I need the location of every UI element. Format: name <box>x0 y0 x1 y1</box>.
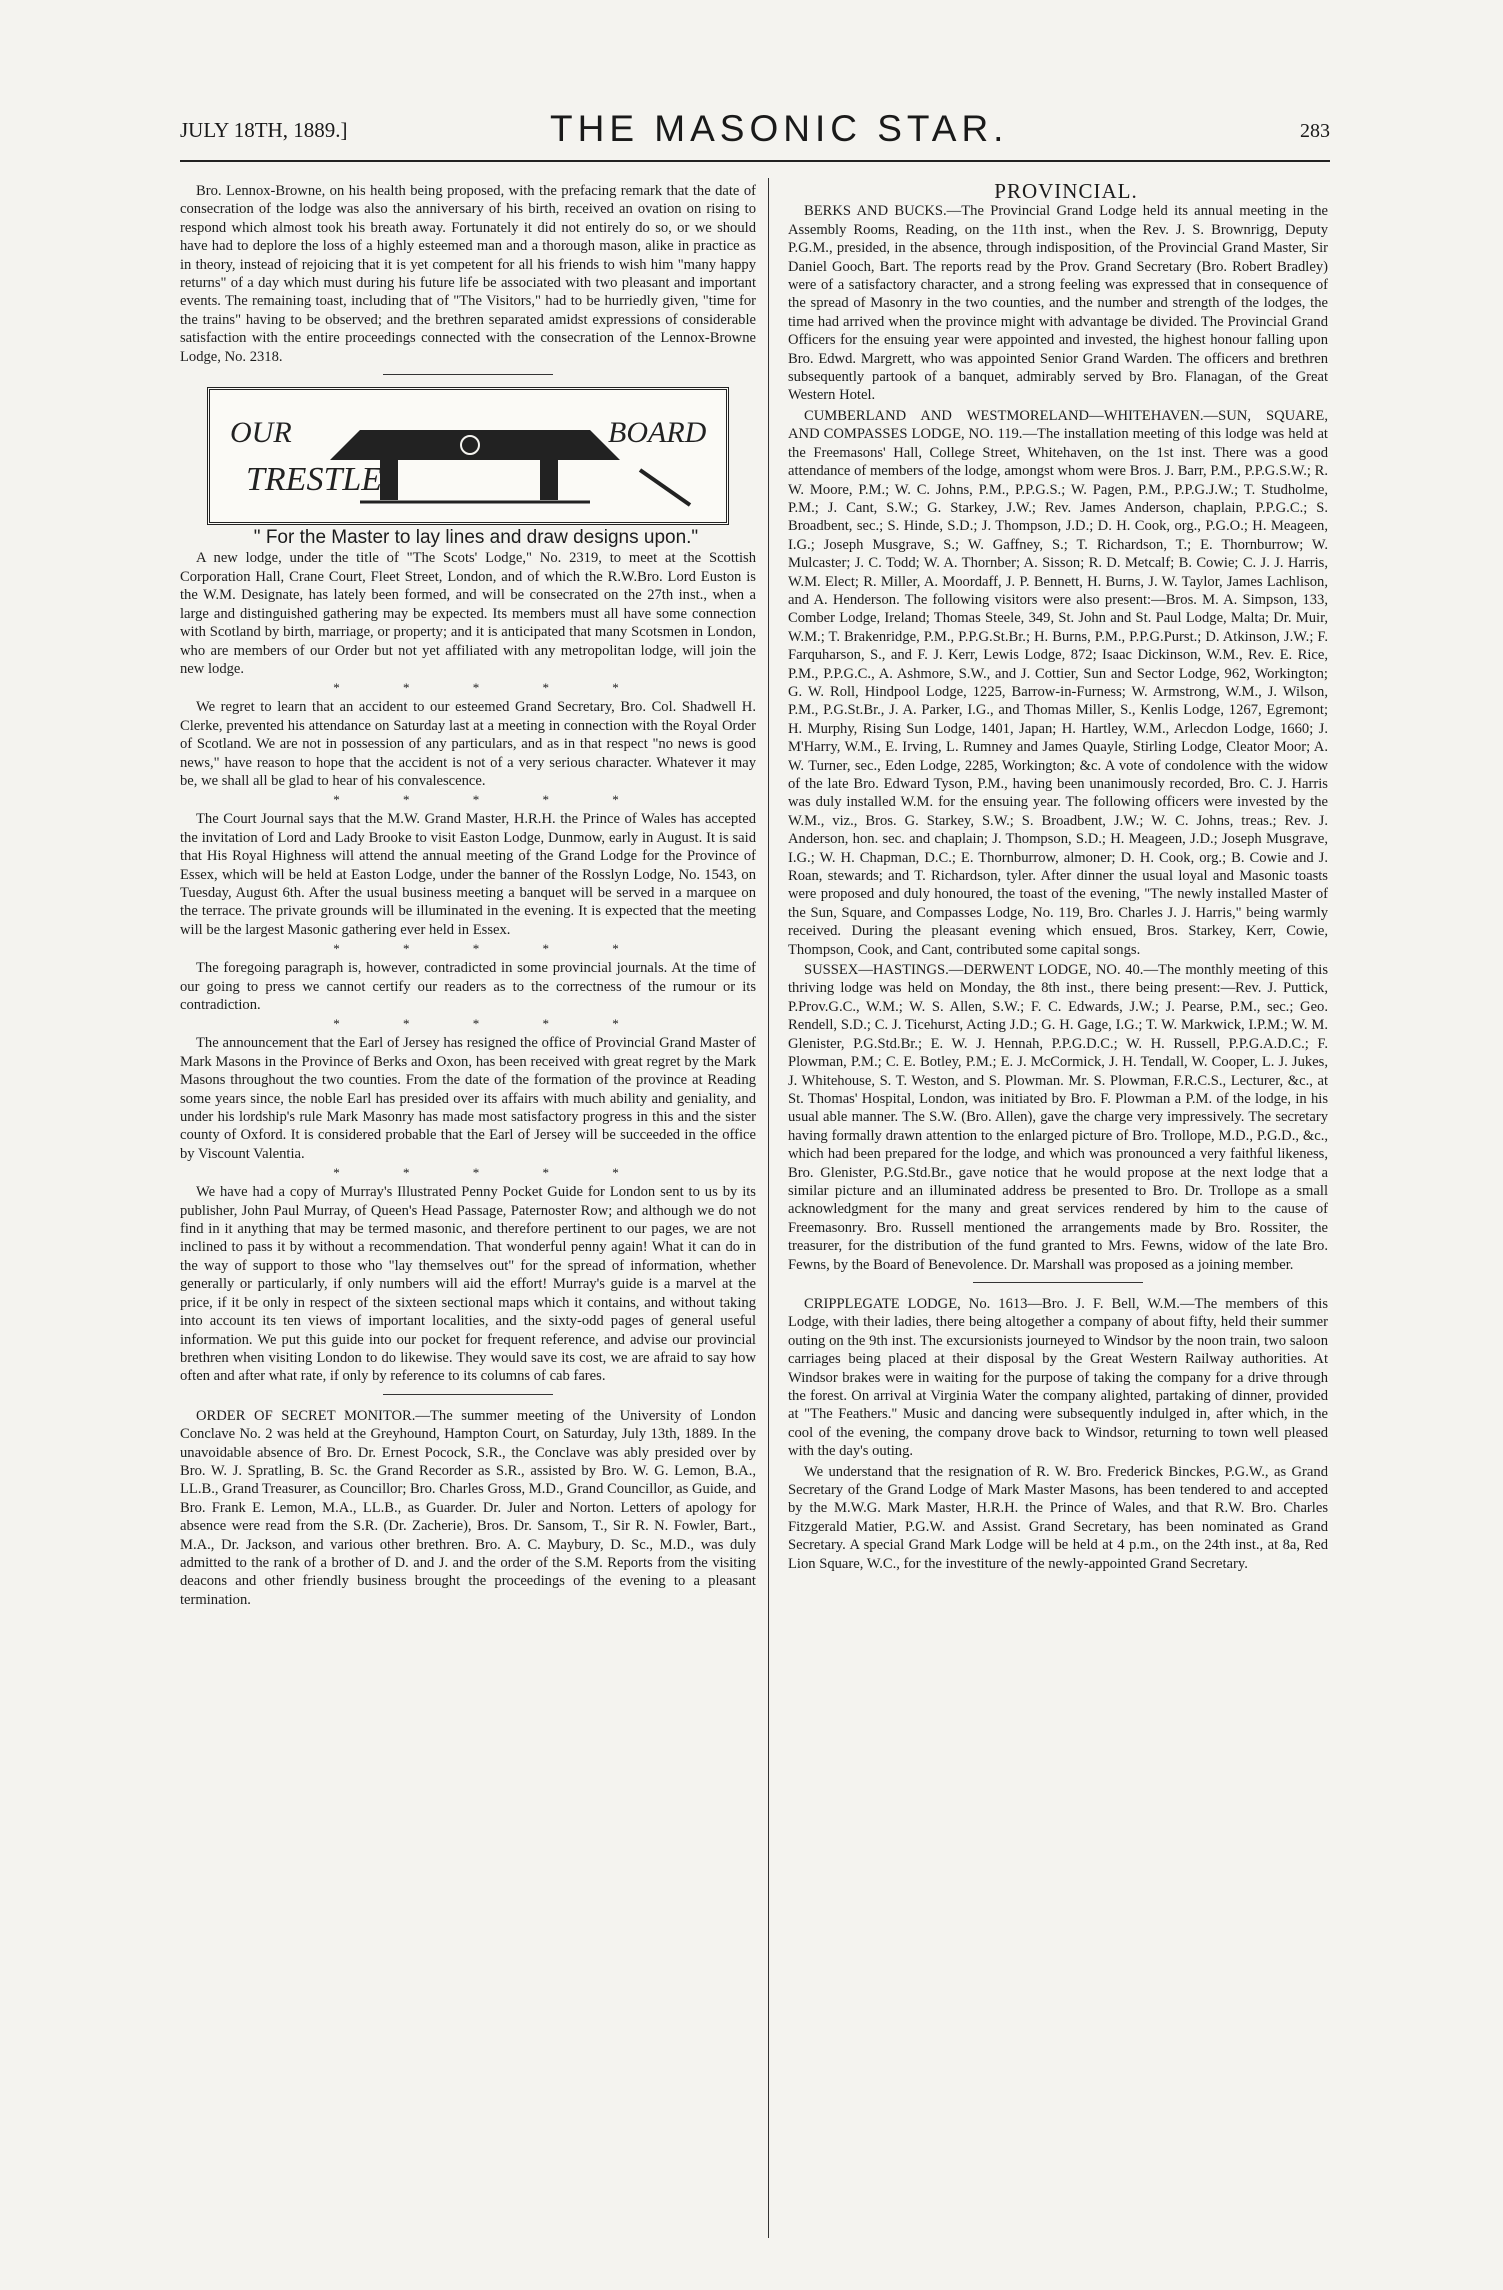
section-rule <box>383 1394 553 1395</box>
article-cripplegate: CRIPPLEGATE LODGE, No. 1613—Bro. J. F. Bell, W.M.—The members of this Lodge, with their ladies, there being altogether a company of about fifty, held their summer outing on the 9th inst. The excursionists journeyed to Windsor by the noon train, two saloon carriages being placed at their disposal by the Great Western Railway authorities. At Windsor brakes were in waiting for the purpose of taking the company for a drive through the forest. On arrival at Virginia Water the company alighted, partaking of dinner, provided at "The Feathers." Music and dancing were subsequently indulged in, after which, in the cool of the evening, the company drove back to Windsor, returning to town well pleased with the day's outing. <box>788 1295 1328 1460</box>
left-column <box>180 182 756 1611</box>
board-title-our: OUR <box>230 416 292 450</box>
article-murray-guide: We have had a copy of Murray's Illustrated Penny Pocket Guide for London sent to us by its publisher, John Paul Murray, of Queen's Head Passage, Paternoster Row; and although we do not find in it anything that may be termed masonic, and therefore pertinent to our pages, we are not inclined to pass it by without a recommendation. That wonderful penny again! What it can do in the way of support to those who "lay themselves out" for the spread of information, whether generally or particularly, if only numbers will aid the effort! Murray's guide is a marvel at the price, if it be only in respect of the sixteen sectional maps which it contains, and without taking into account its ten views of important localities, and the sixty-odd pages of general useful information. We put this guide into our pocket for frequent reference, and advise our provincial brethren when visiting London to do likewise. They would save its cost, we are afraid to say how often and after what rate, if only by reference to its columns of cab fares. <box>180 1184 756 1385</box>
issue-date: JULY 18TH, 1889.] <box>180 118 348 142</box>
column-divider <box>768 178 769 2238</box>
article-lennox-browne: Bro. Lennox-Browne, on his health being proposed, with the prefacing remark that the date of consecration of the lodge was also the anniversary of his birth, received an ovation on rising to respond which almost took his breath away. Fortunately it did not entirely do so, or we should have had to deplore the loss of a highly esteemed man and a thorough mason, alike in practice as in theory, instead of rejoicing that it is yet competent for all his friends to wish him "many happy returns" of a day which must during his future life be associated with two pleasant and important events. The remaining toast, including that of "The Visitors," had to be hurriedly given, "time for the trains" having to be observed; and the brethren separated amidst expressions of considerable satisfaction with the entire proceedings connected with the consecration of the Lennox-Browne Lodge, No. 2318. <box>180 183 756 365</box>
asterism: * * * * * <box>333 792 619 808</box>
asterism: * * * * * <box>333 1016 619 1032</box>
asterism: * * * * * <box>333 680 619 696</box>
trestle-leg-right <box>540 460 558 500</box>
board-top-shape <box>330 430 620 460</box>
article-binckes: We understand that the resignation of R. W. Bro. Frederick Binckes, P.G.W., as Grand Secretary of the Grand Lodge of Mark Master Masons, has been tendered to and accepted by the M.W.G. Mark Master, H.R.H. the Prince of Wales, and that R.W. Bro. Charles Fitzgerald Matier, P.G.W. and Assist. Grand Secretary, has been nominated as Grand Secretary. A special Grand Mark Lodge will be held at 4 p.m., on the 24th inst., at 8a, Red Lion Square, W.C., for the investiture of the newly-appointed Grand Secretary. <box>788 1463 1328 1572</box>
page-header <box>180 108 1330 158</box>
article-cumberland: CUMBERLAND AND WESTMORELAND—WHITEHAVEN.—SUN, SQUARE, AND COMPASSES LODGE, NO. 119.—The installation meeting of this lodge was held at the Freemasons' Hall, College Street, Whitehaven, on the 1st inst. There was a good attendance of members of the lodge, amongst whom were Bros. J. Barr, P.M., P.P.G.S.W.; R. W. Moore, P.M.; W. C. Johns, P.M., P.P.G.S.; W. Pagen, P.M., P.P.G.J.W.; T. Studholme, P.M.; J. Cant, S.W.; G. Starkey, J.W.; Rev. James Anderson, chaplain, P.P.G.C.; S. Broadbent, sec.; S. Hinde, S.D.; J. Thompson, J.D.; D. H. Cook, org., P.G.O.; H. Meageen, I.G.; Joseph Musgrave, S.; W. Gaffney, S.; T. Richardson, T.; E. Thornburrow; W. Mulcaster; J. C. Todd; W. A. Thornber; A. Sisson; R. D. Metcalf; B. Cowie; C. J. J. Harris, W.M. Elect; R. Miller, A. Moordaff, J. P. Bennett, H. Burns, J. W. Taylor, James Lachlison, and A. Henderson. The following visitors were also present:—Bros. M. A. Simpson, 133, Comber Lodge, Ireland; Thomas Steele, 349, St. John and St. Paul Lodge, Malta; Dr. Muir, W.M.; T. Brakenridge, P.M., P.P.G.St.Br.; H. Burns, P.M., P.P.G.Purst.; D. Atkinson, J.W.; F. Farquharson, S., and F. J. Kerr, Lewis Lodge, 872; Isaac Dickinson, W.M., Rev. E. Rice, P.M., P.P.G.C., A. Ashmore, S.W., and J. Cottier, Sun and Sector Lodge, 962, Workington; G. W. Roll, Hindpool Lodge, 1225, Barrow-in-Furness; W. Armstrong, W.M., J. Wilson, P.M., P.G.St.Br., J. A. Parker, I.G., and Thomas Miller, S., Kenlis Lodge, 1267, Egremont; H. Murphy, Rising Sun Lodge, 1401, Japan; H. Hartley, W.M., Arlecdon Lodge, 1660; J. M'Harry, W.M., E. Irving, L. Rumney and James Quayle, Stirling Lodge, Cleator Moor; A. W. Turner, sec., Eden Lodge, 2285, Workington; &c. A vote of condolence with the widow of the late Bro. Edward Tyson, P.M., having been unanimously recorded, Bro. C. J. Harris was duly installed W.M. for the ensuing year. The following officers were invested by the W.M., viz., Bros. G. Starkey, S.W.; S. Broadbent, J.W.; W. C. Johns, treas.; Rev. J. Anderson, hon. sec. and chaplain; J. Thompson, S.D.; H. Meageen, J.D.; Joseph Musgrave, I.G.; W. H. Chapman, D.C.; E. Thornburrow, almoner; D. H. Cook, org.; B. Cowie and J. Roan, stewards; and T. Richardson, tyler. After dinner the usual loyal and Masonic toasts were proposed and duly honoured, the toast of the evening, "The newly installed Master of the Sun, Square, and Compasses Lodge, No. 119, Bro. Charles J. J. Harris," being warmly received. During the pleasant evening which ensued, Bros. Starkey, Kerr, Cowie, Thompson, Cook, and Cant, contributed some capital songs. <box>788 407 1328 958</box>
board-title-board: BOARD <box>608 416 707 450</box>
section-rule <box>383 374 553 375</box>
asterism: * * * * * <box>333 1165 619 1181</box>
article-secret-monitor: ORDER OF SECRET MONITOR.—The summer meeting of the University of London Conclave No. 2 was held at the Greyhound, Hampton Court, on Saturday, July 13th, 1889. In the unavoidable absence of Bro. Dr. Ernest Pocock, S.R., the Conclave was ably presided over by Bro. W. J. Spratling, B. Sc. the Grand Recorder as S.R., assisted by Bro. W. G. Lemon, B.A., LL.B., Grand Treasurer, as Councillor; Bro. Charles Gross, M.D., Grand Councillor, as Guide, and Bro. Frank E. Lemon, M.A., LL.B., as Guarder. Dr. Juler and Norton. Letters of apology for absence were read from the S.R. (Dr. Zacherie), Bros. Dr. Sansom, T., Sir R. N. Fowler, Bart., M.A., Dr. Jackson, and various other brethren. Bro. A. C. Maybury, D. Sc., M.D., was duly admitted to the rank of a brother of D. and J. and the order of the S.M. Reports from the visiting deacons and other friendly business brought the proceedings of the evening to a pleasant termination. <box>180 1407 757 1608</box>
trestle-board-banner <box>207 387 729 525</box>
article-sussex: SUSSEX—HASTINGS.—DERWENT LODGE, NO. 40.—The monthly meeting of this thriving lodge was held on Monday, the 8th inst., there being present:—Rev. J. Puttick, P.Prov.G.C., W.M.; W. S. Allen, S.W.; F. C. Edwards, J.W.; J. Pearse, P.M., sec.; Geo. Rendell, S.D.; C. J. Ticehurst, Acting J.D.; G. H. Gage, I.G.; T. W. Markwick, I.P.M.; W. M. Glenister, P.G.Std.Br.; E. W. J. Hennah, P.P.G.D.C.; W. H. Russell, P.P.G.A.D.C.; F. Plowman, P.M.; C. E. Botley, P.M.; E. J. McCormick, J. H. Tendall, W. Cooper, L. J. Jukes, J. Whitehouse, S. T. Weston, and S. Plowman. Mr. S. Plowman, F.R.C.S., Lecturer, &c., at St. Thomas' Hospital, London, was initiated by Bro. F. Plowman a P.M. of the lodge, in his usual able manner. The S.W. (Bro. Allen), gave the charge very impressively. The secretary having formally drawn attention to the enlarged picture of Bro. Trollope, M.D., P.G.D., &c., which had been prepared for the lodge, and which was pronounced a very faithful likeness, Bro. Glenister, P.G.Std.Br., gave notice that he would propose at the next lodge that a similar picture and an illuminated address be presented to Bro. Dr. Trollope as a small acknowledgment for the many and great services rendered by him to the cause of Freemasonry. Bro. Russell mentioned the arrangements made by Bro. Rossiter, the treasurer, for the distribution of the fund granted to Mrs. Fewns, widow of the late Bro. Fewns, by the Board of Benevolence. Dr. Marshall was proposed as a joining member. <box>788 962 1328 1273</box>
right-column <box>788 179 1328 1575</box>
gavel-icon <box>640 470 690 505</box>
header-rule <box>180 160 1330 162</box>
article-berks-bucks: BERKS AND BUCKS.—The Provincial Grand Lodge held its annual meeting in the Assembly Rooms, Reading, on the 11th inst., when the Rev. J. S. Brownrigg, Deputy P.G.M., presided, in the absence, through indisposition, of the Provincial Grand Master, Sir Daniel Gooch, Bart. The reports read by the Prov. Grand Secretary (Bro. Robert Bradley) were of a satisfactory character, and a strong feeling was expressed that in consequence of the spread of Masonry in the two counties, and the number and strength of the lodges, the time had arrived when the province might with advantage be divided. The Provincial Grand Officers for the ensuing year were appointed and invested, the highest honour falling upon Bro. Edwd. Margrett, who was appointed Senior Grand Warden. The officers and brethren subsequently partook of a banquet, admirably served by Bro. Flanagan, of the Great Western Hotel. <box>788 203 1328 404</box>
masthead-title: THE MASONIC STAR. <box>550 108 1009 149</box>
article-clerke: We regret to learn that an accident to our esteemed Grand Secretary, Bro. Col. Shadwell H. Clerke, prevented his attendance on Saturday last at a meeting in connection with the Royal Order of Scotland. We are not in possession of any particulars, and as in that respect "no news is good news," have reason to hope that the accident is not of a very serious character. Whatever it may be, we shall all be glad to hear of his convalescence. <box>180 699 756 789</box>
section-title-provincial: PROVINCIAL. <box>994 179 1138 203</box>
article-foregoing: The foregoing paragraph is, however, contradicted in some provincial journals. At the time of our going to press we cannot certify our readers as to the correctness of the rumour or its contradiction. <box>180 960 756 1013</box>
trestle-board-illustration <box>210 390 720 516</box>
board-title-trestle: TRESTLE <box>246 461 383 499</box>
article-scots-lodge: A new lodge, under the title of "The Scots' Lodge," No. 2319, to meet at the Scottish Corporation Hall, Crane Court, Fleet Street, London, and of which the R.W.Bro. Lord Euston is the W.M. Designate, has lately been formed, and will be consecrated on the 27th inst., when a large and distinguished gathering may be expected. Its members must all have some connection with Scotland by birth, marriage, or property; and it is anticipated that many Scotsmen in London, who are members of our Order but not yet affiliated with any metropolitan lodge, will join the new lodge. <box>180 550 756 677</box>
trestle-leg-left <box>380 460 398 500</box>
asterism: * * * * * <box>333 941 619 957</box>
article-earl-of-jersey: The announcement that the Earl of Jersey has resigned the office of Provincial Grand Master of Mark Masons in the Province of Berks and Oxon, has been received with great regret by the Mark Masons throughout the two counties. From the date of the formation of the province at Reading some years since, the noble Earl has presided over its affairs with much ability and geniality, and under his lordship's rule Mark Masonry has made most satisfactory progress in this and the sister county of Oxford. It is considered probable that the Earl of Jersey will be succeeded in the office by Viscount Valentia. <box>180 1035 756 1162</box>
article-court-journal: The Court Journal says that the M.W. Grand Master, H.R.H. the Prince of Wales has accepted the invitation of Lord and Lady Brooke to visit Easton Lodge, Dunmow, early in August. It is said that His Royal Highness will attend the annual meeting of the Grand Lodge for the Province of Essex, which will be held at Easton Lodge, under the banner of the Rosslyn Lodge, No. 1543, on Tuesday, August 6th. After the usual business meeting a banquet will be served in a marquee on the terrace. The private grounds will be illuminated in the evening. It is expected that the meeting will be the largest Masonic gathering ever held in Essex. <box>180 811 756 938</box>
board-caption: " For the Master to lay lines and draw designs upon." <box>253 527 699 549</box>
section-rule <box>973 1282 1143 1283</box>
page-number: 283 <box>1300 120 1330 142</box>
